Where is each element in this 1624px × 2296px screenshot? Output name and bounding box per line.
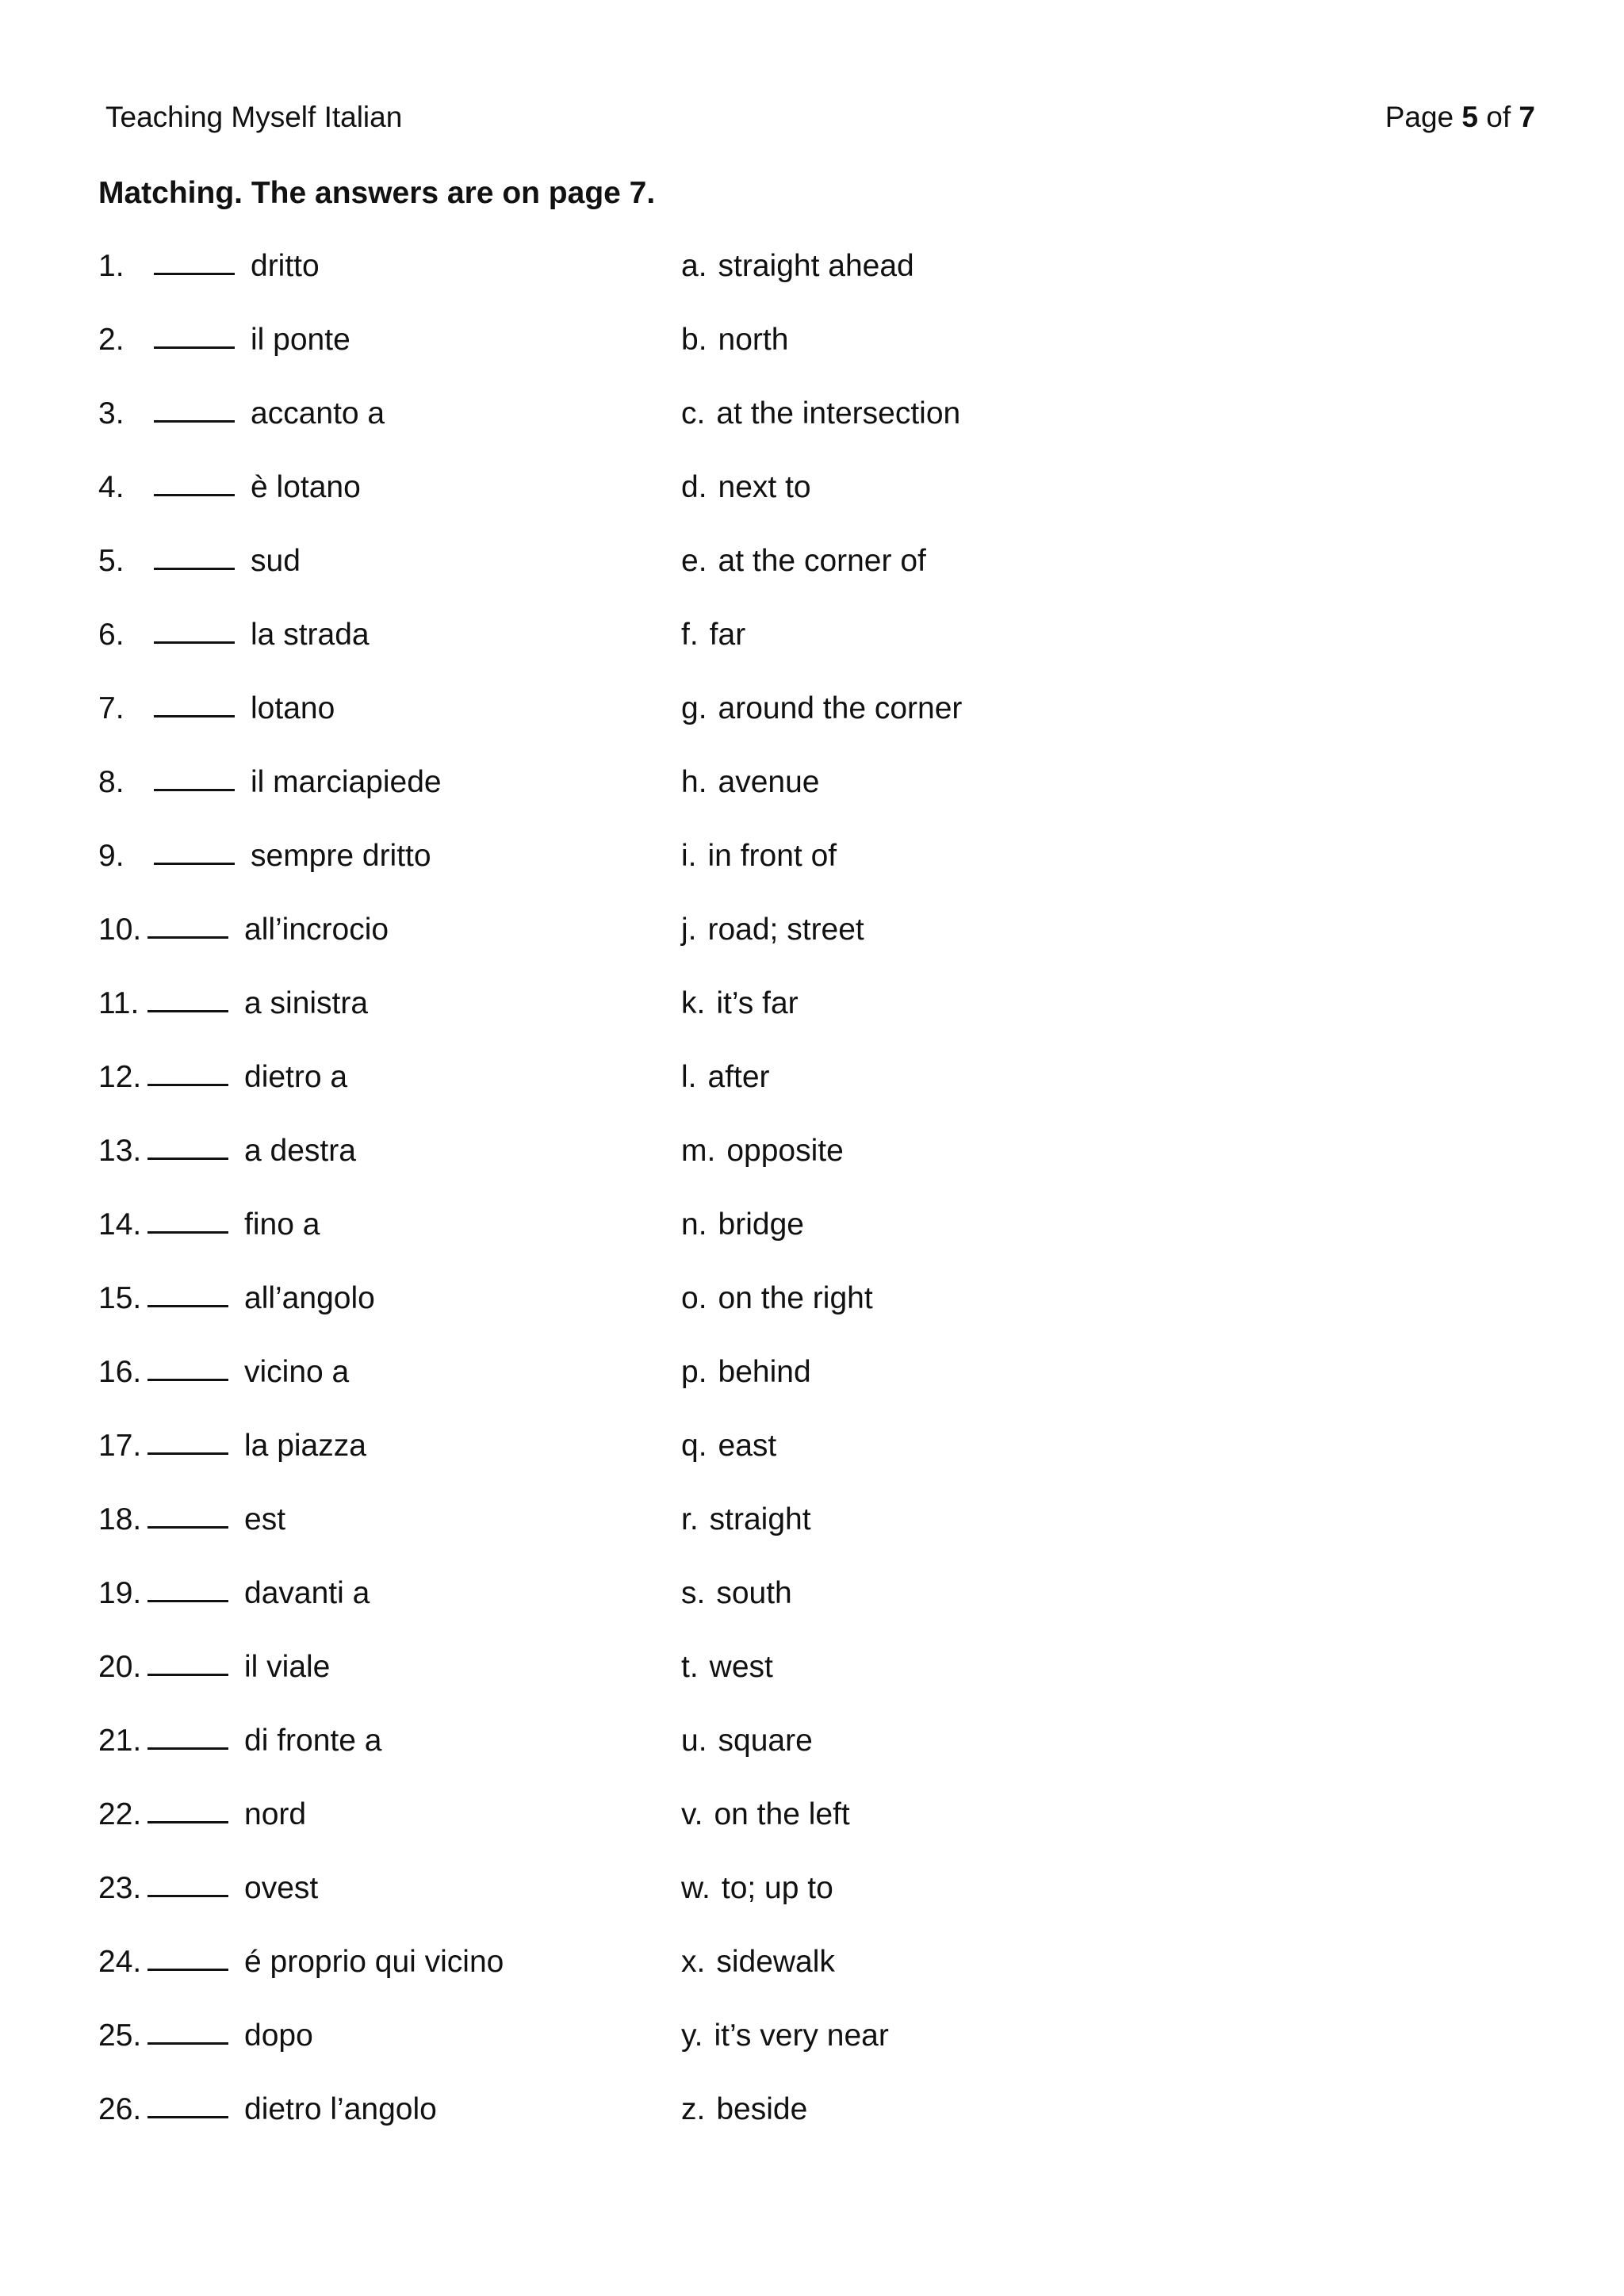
italian-term: all’angolo [244,1281,375,1315]
matching-item [98,909,653,983]
answer-letter: n. [681,1207,707,1242]
english-meaning: at the intersection [716,396,961,430]
item-number: 6. [98,618,124,652]
answer-letter: c. [681,396,706,430]
answer-option [681,1942,1395,2015]
answer-letter: a. [681,249,707,283]
matching-item [98,1942,653,2015]
matching-item [98,1647,653,1720]
answer-letter: l. [681,1060,697,1094]
answer-blank[interactable] [154,541,235,570]
answer-option [681,1278,1395,1352]
item-number: 3. [98,396,124,430]
answer-letter: r. [681,1502,699,1536]
matching-item [98,1131,653,1204]
answer-option [681,1720,1395,1794]
answer-blank[interactable] [147,2015,228,2045]
italian-term: dietro a [244,1060,348,1094]
italian-term: é proprio qui vicino [244,1945,504,1979]
matching-item [98,320,653,393]
answer-option [681,1794,1395,1868]
matching-item [98,2089,653,2163]
english-meaning: straight ahead [718,249,914,283]
item-number: 9. [98,839,124,873]
item-number: 21. [98,1724,142,1758]
answer-blank[interactable] [154,688,235,718]
answer-blank[interactable] [154,467,235,496]
answer-blank[interactable] [154,836,235,865]
matching-item [98,688,653,762]
english-meaning: road; street [707,913,864,947]
english-meaning: square [718,1724,813,1758]
italian-term: dopo [244,2019,313,2053]
answer-letter: x. [681,1945,706,1979]
english-meaning: at the corner of [718,544,926,578]
english-meaning: in front of [707,839,837,873]
answer-letter: h. [681,765,707,799]
english-meaning: straight [709,1502,811,1536]
matching-item [98,1499,653,1573]
english-meaning: after [707,1060,770,1094]
answer-blank[interactable] [154,393,235,423]
answer-letter: m. [681,1134,716,1168]
answer-option [681,688,1395,762]
answer-letter: f. [681,618,699,652]
answer-blank[interactable] [147,1868,228,1897]
item-number: 24. [98,1945,142,1979]
matching-item [98,246,653,320]
answer-option [681,1131,1395,1204]
answer-letter: w. [681,1871,710,1905]
answer-blank[interactable] [147,983,228,1012]
matching-item [98,1278,653,1352]
english-meaning: around the corner [718,691,963,725]
answer-blank[interactable] [147,1794,228,1823]
english-meaning: far [709,618,746,652]
answer-letter: b. [681,323,707,357]
italian-term: la piazza [244,1429,366,1463]
matching-item [98,983,653,1057]
matching-item [98,393,653,467]
answer-option [681,836,1395,909]
answer-letter: p. [681,1355,707,1389]
page-current: 5 [1461,101,1478,133]
answer-letter: o. [681,1281,707,1315]
matching-item [98,836,653,909]
matching-item [98,1794,653,1868]
answer-letter: q. [681,1429,707,1463]
matching-item [98,762,653,836]
answer-blank[interactable] [154,320,235,349]
answer-blank[interactable] [147,1573,228,1602]
page-total: 7 [1519,101,1535,133]
italian-term: a sinistra [244,986,369,1020]
answer-option [681,1057,1395,1131]
answer-blank[interactable] [154,614,235,644]
english-meaning: it’s far [716,986,799,1020]
answer-option [681,1425,1395,1499]
english-meaning: east [718,1429,777,1463]
page-indicator [1385,98,1535,136]
english-meaning: north [718,323,789,357]
answer-letter: e. [681,544,707,578]
item-number: 12. [98,1060,142,1094]
answer-letter: s. [681,1576,706,1610]
answer-blank[interactable] [147,1499,228,1529]
item-number: 10. [98,913,142,947]
answer-letter: d. [681,470,707,504]
english-meaning: on the left [714,1797,850,1831]
matching-item [98,1425,653,1499]
answer-option [681,467,1395,541]
italian-terms-list [98,246,653,2163]
matching-item [98,2015,653,2089]
matching-item [98,1057,653,1131]
answer-letter: i. [681,839,697,873]
item-number: 11. [98,986,140,1020]
english-meaning: south [716,1576,792,1610]
item-number: 25. [98,2019,142,2053]
answer-blank[interactable] [147,1057,228,1086]
item-number: 20. [98,1650,142,1684]
answer-option [681,1499,1395,1573]
english-answers-list [681,246,1395,2163]
answer-letter: v. [681,1797,703,1831]
answer-blank[interactable] [147,2089,228,2118]
matching-item [98,1204,653,1278]
italian-term: all’incrocio [244,913,389,947]
item-number: 5. [98,544,124,578]
english-meaning: avenue [718,765,820,799]
item-number: 1. [98,249,124,283]
answer-letter: y. [681,2019,703,2053]
matching-item [98,1720,653,1794]
italian-term: ovest [244,1871,319,1905]
english-meaning: sidewalk [716,1945,835,1979]
italian-term: sempre dritto [251,839,431,873]
item-number: 14. [98,1207,142,1242]
answer-blank[interactable] [147,1425,228,1455]
answer-option [681,1868,1395,1942]
answer-letter: t. [681,1650,699,1684]
italian-term: a destra [244,1134,356,1168]
english-meaning: beside [716,2092,808,2126]
answer-option [681,1204,1395,1278]
english-meaning: behind [718,1355,811,1389]
english-meaning: to; up to [721,1871,833,1905]
italian-term: il ponte [251,323,350,357]
answer-option [681,2015,1395,2089]
item-number: 15. [98,1281,142,1315]
italian-term: sud [251,544,301,578]
item-number: 26. [98,2092,142,2126]
answer-option [681,983,1395,1057]
italian-term: è lotano [251,470,361,504]
answer-blank[interactable] [147,909,228,939]
english-meaning: it’s very near [714,2019,889,2053]
italian-term: il marciapiede [251,765,442,799]
item-number: 4. [98,470,124,504]
italian-term: di fronte a [244,1724,382,1758]
matching-item [98,614,653,688]
item-number: 7. [98,691,124,725]
matching-item [98,467,653,541]
answer-option [681,614,1395,688]
item-number: 23. [98,1871,142,1905]
italian-term: fino a [244,1207,320,1242]
item-number: 22. [98,1797,142,1831]
answer-letter: k. [681,986,706,1020]
english-meaning: next to [718,470,811,504]
page-of: of [1486,101,1511,133]
answer-option [681,909,1395,983]
answer-blank[interactable] [147,1278,228,1307]
answer-option [681,1352,1395,1425]
italian-term: lotano [251,691,335,725]
matching-item [98,1573,653,1647]
item-number: 17. [98,1429,142,1463]
answer-blank[interactable] [154,762,235,791]
answer-option [681,246,1395,320]
answer-blank[interactable] [147,1942,228,1971]
item-number: 16. [98,1355,142,1389]
document-title: Teaching Myself Italian [105,101,403,133]
answer-blank[interactable] [147,1204,228,1234]
item-number: 2. [98,323,124,357]
matching-item [98,1868,653,1942]
italian-term: accanto a [251,396,385,430]
answer-letter: j. [681,913,697,947]
answer-letter: z. [681,2092,706,2126]
answer-blank[interactable] [147,1647,228,1676]
italian-term: vicino a [244,1355,350,1389]
answer-option [681,1573,1395,1647]
italian-term: est [244,1502,286,1536]
answer-option [681,541,1395,614]
answer-option [681,393,1395,467]
italian-term: la strada [251,618,370,652]
item-number: 18. [98,1502,142,1536]
italian-term: davanti a [244,1576,370,1610]
page-prefix: Page [1385,101,1454,133]
answer-option [681,1647,1395,1720]
italian-term: dritto [251,249,320,283]
english-meaning: opposite [726,1134,844,1168]
item-number: 13. [98,1134,142,1168]
answer-option [681,762,1395,836]
answer-blank[interactable] [147,1352,228,1381]
italian-term: il viale [244,1650,331,1684]
answer-option [681,2089,1395,2163]
answer-blank[interactable] [147,1131,228,1160]
matching-item [98,1352,653,1425]
matching-item [98,541,653,614]
answer-letter: u. [681,1724,707,1758]
item-number: 8. [98,765,124,799]
italian-term: dietro l’angolo [244,2092,437,2126]
answer-blank[interactable] [154,246,235,275]
answer-letter: g. [681,691,707,725]
item-number: 19. [98,1576,142,1610]
english-meaning: bridge [718,1207,804,1242]
instructions-heading: Matching. The answers are on page 7. [98,176,656,210]
italian-term: nord [244,1797,307,1831]
answer-blank[interactable] [147,1720,228,1750]
english-meaning: west [709,1650,773,1684]
english-meaning: on the right [718,1281,873,1315]
answer-option [681,320,1395,393]
